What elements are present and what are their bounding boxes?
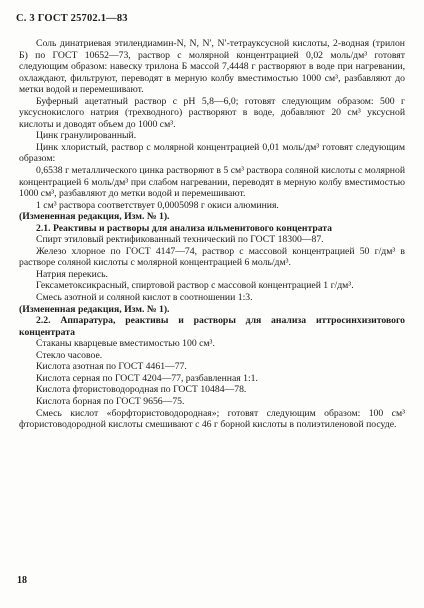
- section-heading-2-1: 2.1. Реактивы и растворы для анализа ильменитового концентрата: [36, 222, 333, 234]
- paragraph-boric-acid: Кислота борная по ГОСТ 9656—75.: [36, 395, 185, 407]
- paragraph-hydrofluoric-acid: Кислота фтористоводородная по ГОСТ 10484—78.: [36, 384, 247, 396]
- paragraph-zinc-preparation: 0,6538 г металлического цинка растворяют в 5 см³ раствора соляной кислоты с молярной концентрацией 6 моль/дм³ при слабом нагревании, переводят в мерную колбу вместимостью 1000 см³, разбавляют до метки водой и перемешивают.: [19, 165, 405, 200]
- paragraph-ferric-chloride: Железо хлорное по ГОСТ 4147—74, раствор с массовой концентрацией 50 г/дм³ в растворе соляной кислоты с молярной концентрацией 6 моль/дм³.: [19, 245, 405, 269]
- paragraph-zinc-chloride: Цинк хлористый, раствор с молярной концентрацией 0,01 моль/дм³ готовят следующим образом:: [19, 141, 405, 165]
- paragraph-equivalence: 1 см³ раствора соответствует 0,0005098 г окиси алюминия.: [36, 199, 279, 211]
- paragraph-hexamethoxy-red: Гексаметоксикрасный, спиртовой раствор с массовой концентрацией 1 г/дм³.: [36, 280, 354, 292]
- paragraph-ethanol: Спирт этиловый ректификованный технический по ГОСТ 18300—87.: [36, 234, 324, 246]
- amendment-note: (Измененная редакция, Изм. № 1).: [19, 303, 170, 315]
- body-text: [19, 38, 405, 431]
- running-header: С. 3 ГОСТ 25702.1—83: [16, 13, 128, 24]
- paragraph-acetate-buffer: Буферный ацетатный раствор с pH 5,8—6,0; готовят следующим образом: 500 г уксуснокислого натрия (трехводного) растворяют в воде, добавляют 20 см³ уксусной кислоты и доводят объем до 1000 см³.: [19, 95, 405, 130]
- section-heading-2-2: 2.2. Аппаратура, реактивы и растворы для анализа иттросинхизитового концентрата: [19, 315, 405, 338]
- paragraph-nitric-acid: Кислота азотная по ГОСТ 4461—77.: [36, 361, 187, 373]
- page-number: 18: [17, 575, 27, 586]
- paragraph-fluoroboric-mixture: Смесь кислот «борфтористоводородная»; готовят следующим образом: 100 см³ фтористоводородной кислоты смешивают с 46 г борной кислоты в полиэтиленовой посуде.: [19, 407, 405, 431]
- paragraph-sodium-peroxide: Натрия перекись.: [36, 268, 108, 280]
- paragraph-quartz-beakers: Стаканы кварцевые вместимостью 100 см³.: [36, 338, 215, 350]
- paragraph-watch-glass: Стекло часовое.: [36, 349, 103, 361]
- paragraph-zinc-granulated: Цинк гранулированный.: [36, 130, 137, 142]
- amendment-note: (Измененная редакция, Изм. № 1).: [19, 211, 170, 223]
- paragraph-sulfuric-acid: Кислота серная по ГОСТ 4204—77, разбавленная 1:1.: [36, 372, 258, 384]
- paragraph-trilon-b: Соль динатриевая этилендиамин-N, N, N′, N′-тетрауксусной кислоты, 2-водная (трилон Б) по ГОСТ 10652—73, раствор с молярной концентрацией 0,02 моль/дм³ готовят следующим образом: навеску трилона Б массой 7,4448 г растворяют в воде при нагревании, охлаждают, фильтруют, переводят в мерную колбу вместимостью 1000 см³, разбавляют до метки водой и перемешивают.: [19, 38, 405, 96]
- paragraph-acid-mixture: Смесь азотной и соляной кислот в соотношении 1:3.: [36, 292, 253, 304]
